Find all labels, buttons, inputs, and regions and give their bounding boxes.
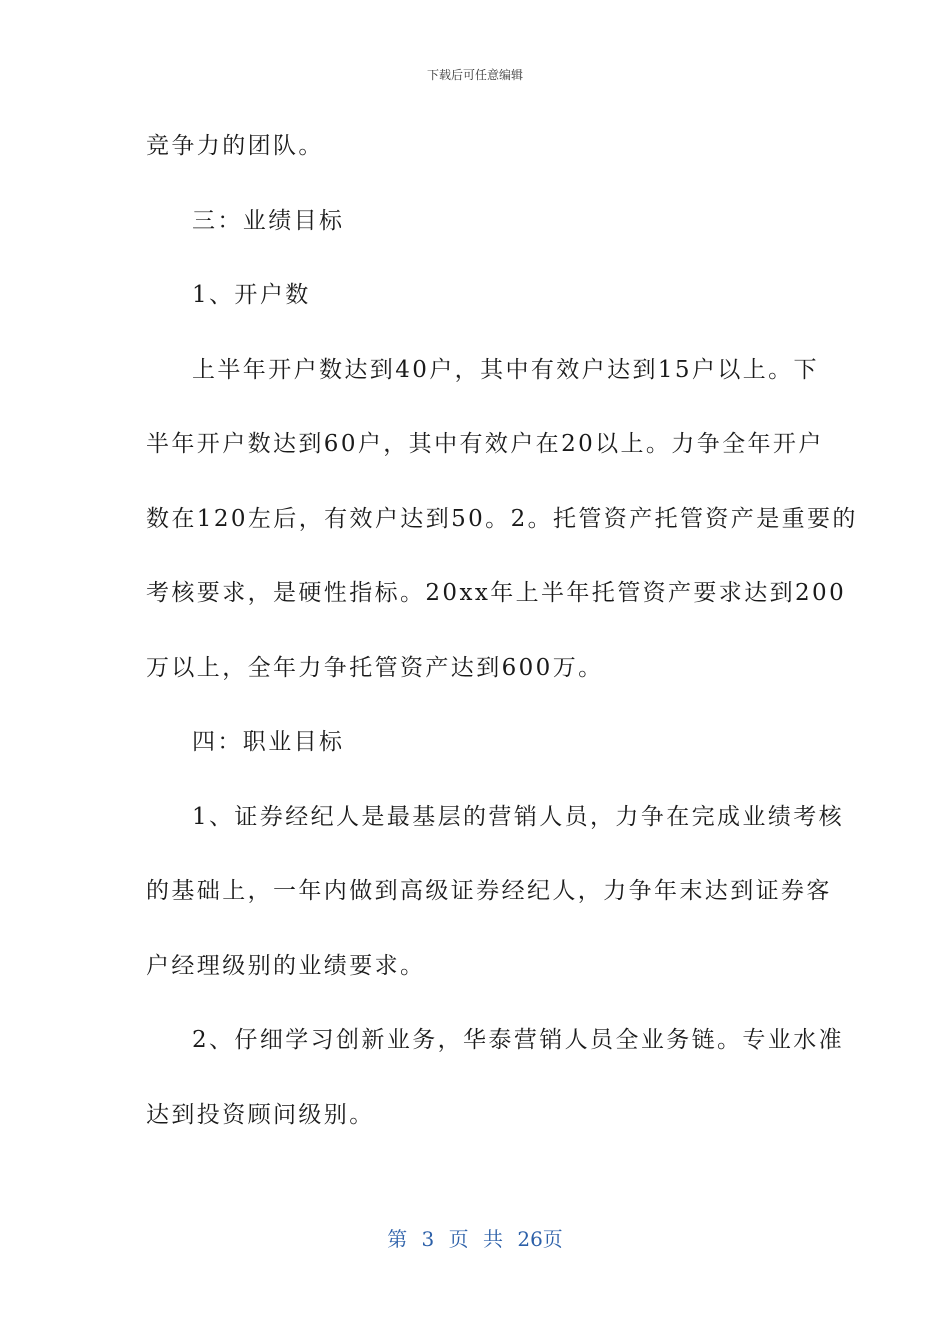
paragraph-line: 1、证券经纪人是最基层的营销人员，力争在完成业绩考核 — [192, 803, 845, 830]
paragraph-line: 上半年开户数达到40户，其中有效户达到15户以上。下 — [192, 356, 819, 383]
page-header: 下载后可任意编辑 — [426, 68, 523, 82]
paragraph-line: 的基础上，一年内做到高级证券经纪人，力争年末达到证券客 — [146, 878, 832, 904]
subheading-accounts: 1、开户数 — [192, 282, 311, 308]
paragraph-line: 户经理级别的业绩要求。 — [146, 952, 426, 979]
paragraph-line: 数在120左后，有效户达到50。2。托管资产托管资产是重要的 — [146, 505, 858, 532]
section-heading-career: 四：职业目标 — [192, 729, 345, 755]
section-heading-performance: 三：业绩目标 — [192, 207, 345, 234]
paragraph-line: 竞争力的团队。 — [146, 133, 324, 159]
paragraph-line: 达到投资顾问级别。 — [146, 1101, 375, 1128]
paragraph-line: 半年开户数达到60户，其中有效户在20以上。力争全年开户 — [146, 431, 824, 457]
document-body — [146, 126, 858, 1169]
paragraph-line: 万以上，全年力争托管资产达到600万。 — [146, 654, 604, 681]
paragraph-line: 考核要求，是硬性指标。20xx年上半年托管资产要求达到200 — [146, 580, 847, 606]
page-number-footer: 第 3 页 共 26页 — [387, 1227, 563, 1251]
paragraph-line: 2、仔细学习创新业务，华泰营销人员全业务链。专业水准 — [192, 1027, 845, 1053]
